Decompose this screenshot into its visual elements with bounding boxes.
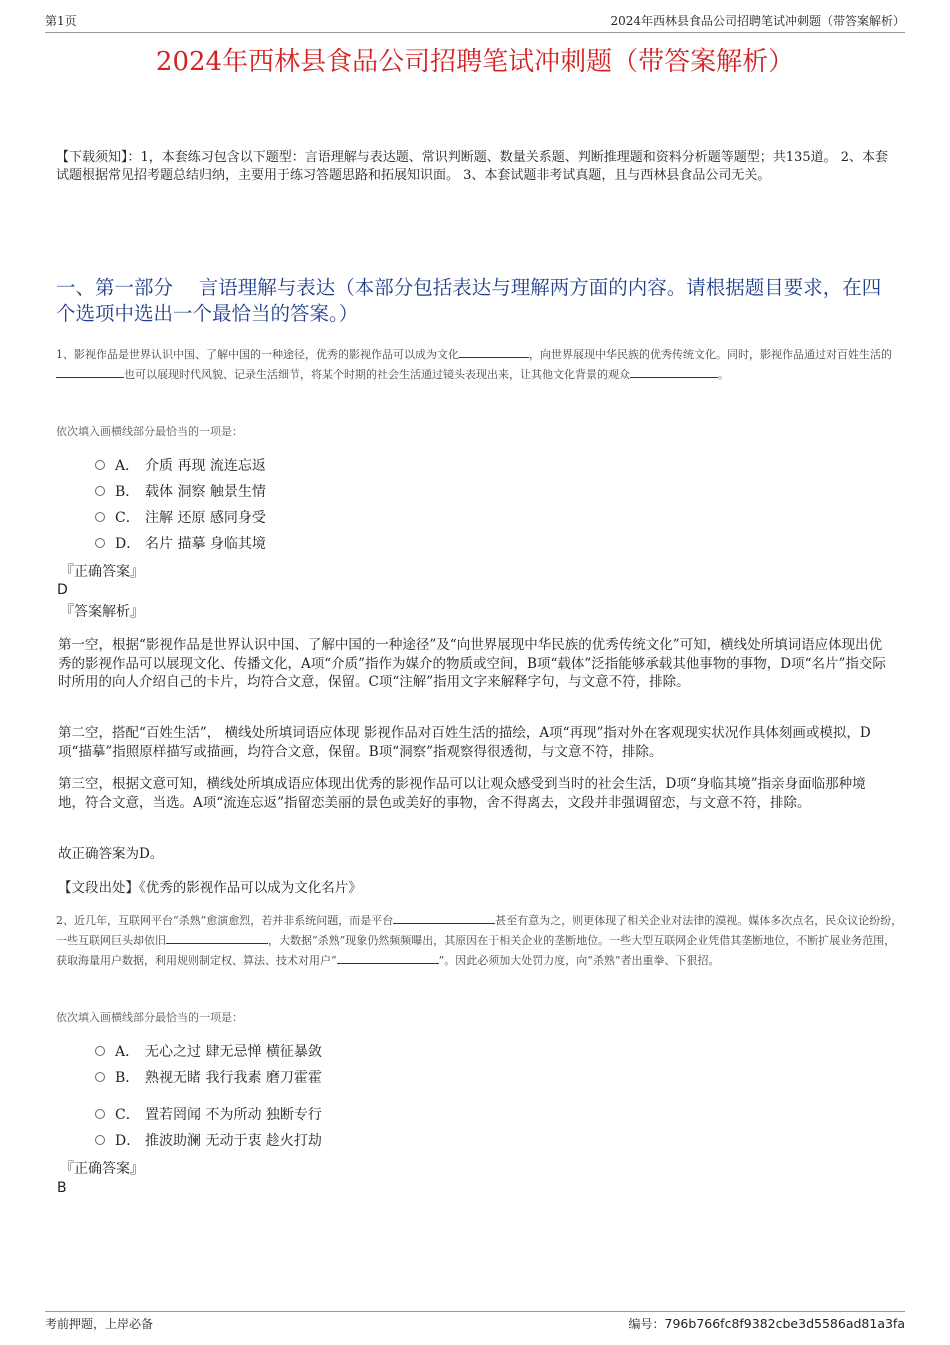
q2-blank-3 bbox=[337, 951, 439, 964]
q1-analysis-conclusion: 故正确答案为D。 bbox=[58, 846, 164, 862]
q2-text-4: ”。因此必须加大处罚力度，向“杀熟”者出重拳、下狠招。 bbox=[438, 954, 720, 967]
q1-answer-label: 『正确答案』 bbox=[60, 564, 144, 580]
q1-analysis-para-2: 第二空，搭配“百姓生活”， 横线处所填词语应体现 影视作品对百姓生活的描绘，A项“再现”指对外在客观现实状况作具体刻画或模拟，D项“描摹”指照原样描写或描画，均符合文意，保留。B项“洞察”指观察得很透彻，与文意不符，排除。 bbox=[58, 725, 871, 760]
q1-analysis-para-3: 第三空，根据文意可知，横线处所填成语应体现出优秀的影视作品可以让观众感受到当时的社会生活，D项“身临其境”指亲身面临那种境地，符合文意，当选。A项“流连忘返”指留恋美丽的景色或美好的事物，舍不得离去，文段并非强调留恋，与文意不符，排除。 bbox=[58, 776, 866, 811]
document-title: 2024年西林县食品公司招聘笔试冲刺题（带答案解析） bbox=[155, 47, 795, 77]
radio-icon[interactable] bbox=[95, 486, 105, 496]
q2-answer-label: 『正确答案』 bbox=[60, 1161, 144, 1177]
q1-blank-2 bbox=[56, 365, 124, 378]
q2-answer-value: B bbox=[57, 1180, 67, 1196]
footer-code-label: 编号： bbox=[628, 1317, 665, 1331]
q2-option-c[interactable]: C． 置若罔闻 不为所动 独断专行 bbox=[95, 1105, 495, 1125]
q1-option-b[interactable]: B． 载体 洞察 触景生情 bbox=[95, 482, 495, 502]
q2-text-2: 甚至有意为之，则更体现了相关企业对法律的漠视。媒体多次点名，民众议论纷纷，一些互联网巨头却依旧 bbox=[56, 914, 903, 947]
q2-option-b[interactable]: B． 熟视无睹 我行我素 磨刀霍霍 bbox=[95, 1068, 495, 1088]
q2-instruction: 依次填入画横线部分最恰当的一项是： bbox=[56, 1011, 243, 1024]
q1-option-a[interactable]: A． 介质 再现 流连忘返 bbox=[95, 456, 495, 476]
q1-option-d[interactable]: D． 名片 描摹 身临其境 bbox=[95, 534, 495, 554]
header-doc-name: 2024年西林县食品公司招聘笔试冲刺题（带答案解析） bbox=[610, 14, 905, 28]
download-notice: 【下载须知】：1，本套练习包含以下题型：言语理解与表达题、常识判断题、数量关系题、判断推理题和资料分析题等题型；共135道。 2、本套试题根据常见招考题总结归纳，主要用于练习答题思路和拓展知识面。 3、本套试题非考试真题，且与西林县食品公司无关。 bbox=[56, 150, 888, 183]
radio-icon[interactable] bbox=[95, 1135, 105, 1145]
page-footer bbox=[45, 1311, 905, 1331]
q1-blank-3 bbox=[630, 365, 718, 378]
q1-option-c[interactable]: C． 注解 还原 感同身受 bbox=[95, 508, 495, 528]
q2-option-d[interactable]: D． 推波助澜 无动于衷 趁火打劫 bbox=[95, 1131, 495, 1151]
radio-icon[interactable] bbox=[95, 460, 105, 470]
q1-instruction: 依次填入画横线部分最恰当的一项是： bbox=[56, 425, 243, 438]
q1-text-2: ，向世界展现中华民族的优秀传统文化。同时，影视作品通过对百姓生活的 bbox=[529, 348, 892, 361]
q2-text-1: 2、近几年，互联网平台“杀熟”愈演愈烈，若并非系统问题，而是平台 bbox=[56, 914, 394, 927]
footer-code-value: 796b766fc8f9382cbe3d5586ad81a3fa bbox=[664, 1316, 905, 1331]
q1-analysis-label: 『答案解析』 bbox=[60, 604, 144, 620]
page-header bbox=[45, 12, 905, 33]
q2-text-3: ，大数据“杀熟”现象仍然频频曝出，其原因在于相关企业的垄断地位。一些大型互联网企业凭借其垄断地位，不断扩展业务范围，获取海量用户数据，利用规则制定权、算法、技术对用户“ bbox=[56, 934, 896, 967]
section-title: 一、第一部分 言语理解与表达（本部分包括表达与理解两方面的内容。请根据题目要求，在四个选项中选出一个最恰当的答案。） bbox=[56, 276, 882, 325]
q2-blank-1 bbox=[393, 911, 495, 924]
q1-analysis-para-1: 第一空，根据“影视作品是世界认识中国、了解中国的一种途径”及“向世界展现中华民族的优秀传统文化”可知，横线处所填词语应体现出优秀的影视作品可以展现文化、传播文化，A项“介质”指作为媒介的物质或空间，B项“载体”泛指能够承载其他事物的事物，D项“名片”指交际时所用的向人介绍自己的卡片，均符合文意，保留。C项“注解”指用文字来解释字句，与文意不符，排除。 bbox=[58, 637, 886, 690]
footer-slogan: 考前押题，上岸必备 bbox=[45, 1317, 154, 1331]
q2-blank-2 bbox=[166, 931, 268, 944]
radio-icon[interactable] bbox=[95, 512, 105, 522]
q1-blank-1 bbox=[459, 345, 529, 358]
q1-text-3: 也可以展现时代风貌、记录生活细节，将某个时期的社会生活通过镜头表现出来，让其他文化背景的观众 bbox=[124, 368, 630, 381]
q1-text-1: 1、影视作品是世界认识中国、了解中国的一种途径，优秀的影视作品可以成为文化 bbox=[56, 348, 459, 361]
q1-answer-value: D bbox=[57, 582, 68, 598]
radio-icon[interactable] bbox=[95, 538, 105, 548]
q2-option-a[interactable]: A． 无心之过 肆无忌惮 横征暴敛 bbox=[95, 1042, 495, 1062]
q1-source: 【文段出处】《优秀的影视作品可以成为文化名片》 bbox=[58, 880, 362, 896]
question-1-stem bbox=[56, 345, 904, 385]
radio-icon[interactable] bbox=[95, 1046, 105, 1056]
page-number: 第1页 bbox=[45, 14, 77, 28]
footer-code bbox=[629, 1314, 905, 1334]
question-2-stem bbox=[56, 911, 904, 971]
q1-text-4: 。 bbox=[718, 368, 729, 381]
radio-icon[interactable] bbox=[95, 1072, 105, 1082]
radio-icon[interactable] bbox=[95, 1109, 105, 1119]
